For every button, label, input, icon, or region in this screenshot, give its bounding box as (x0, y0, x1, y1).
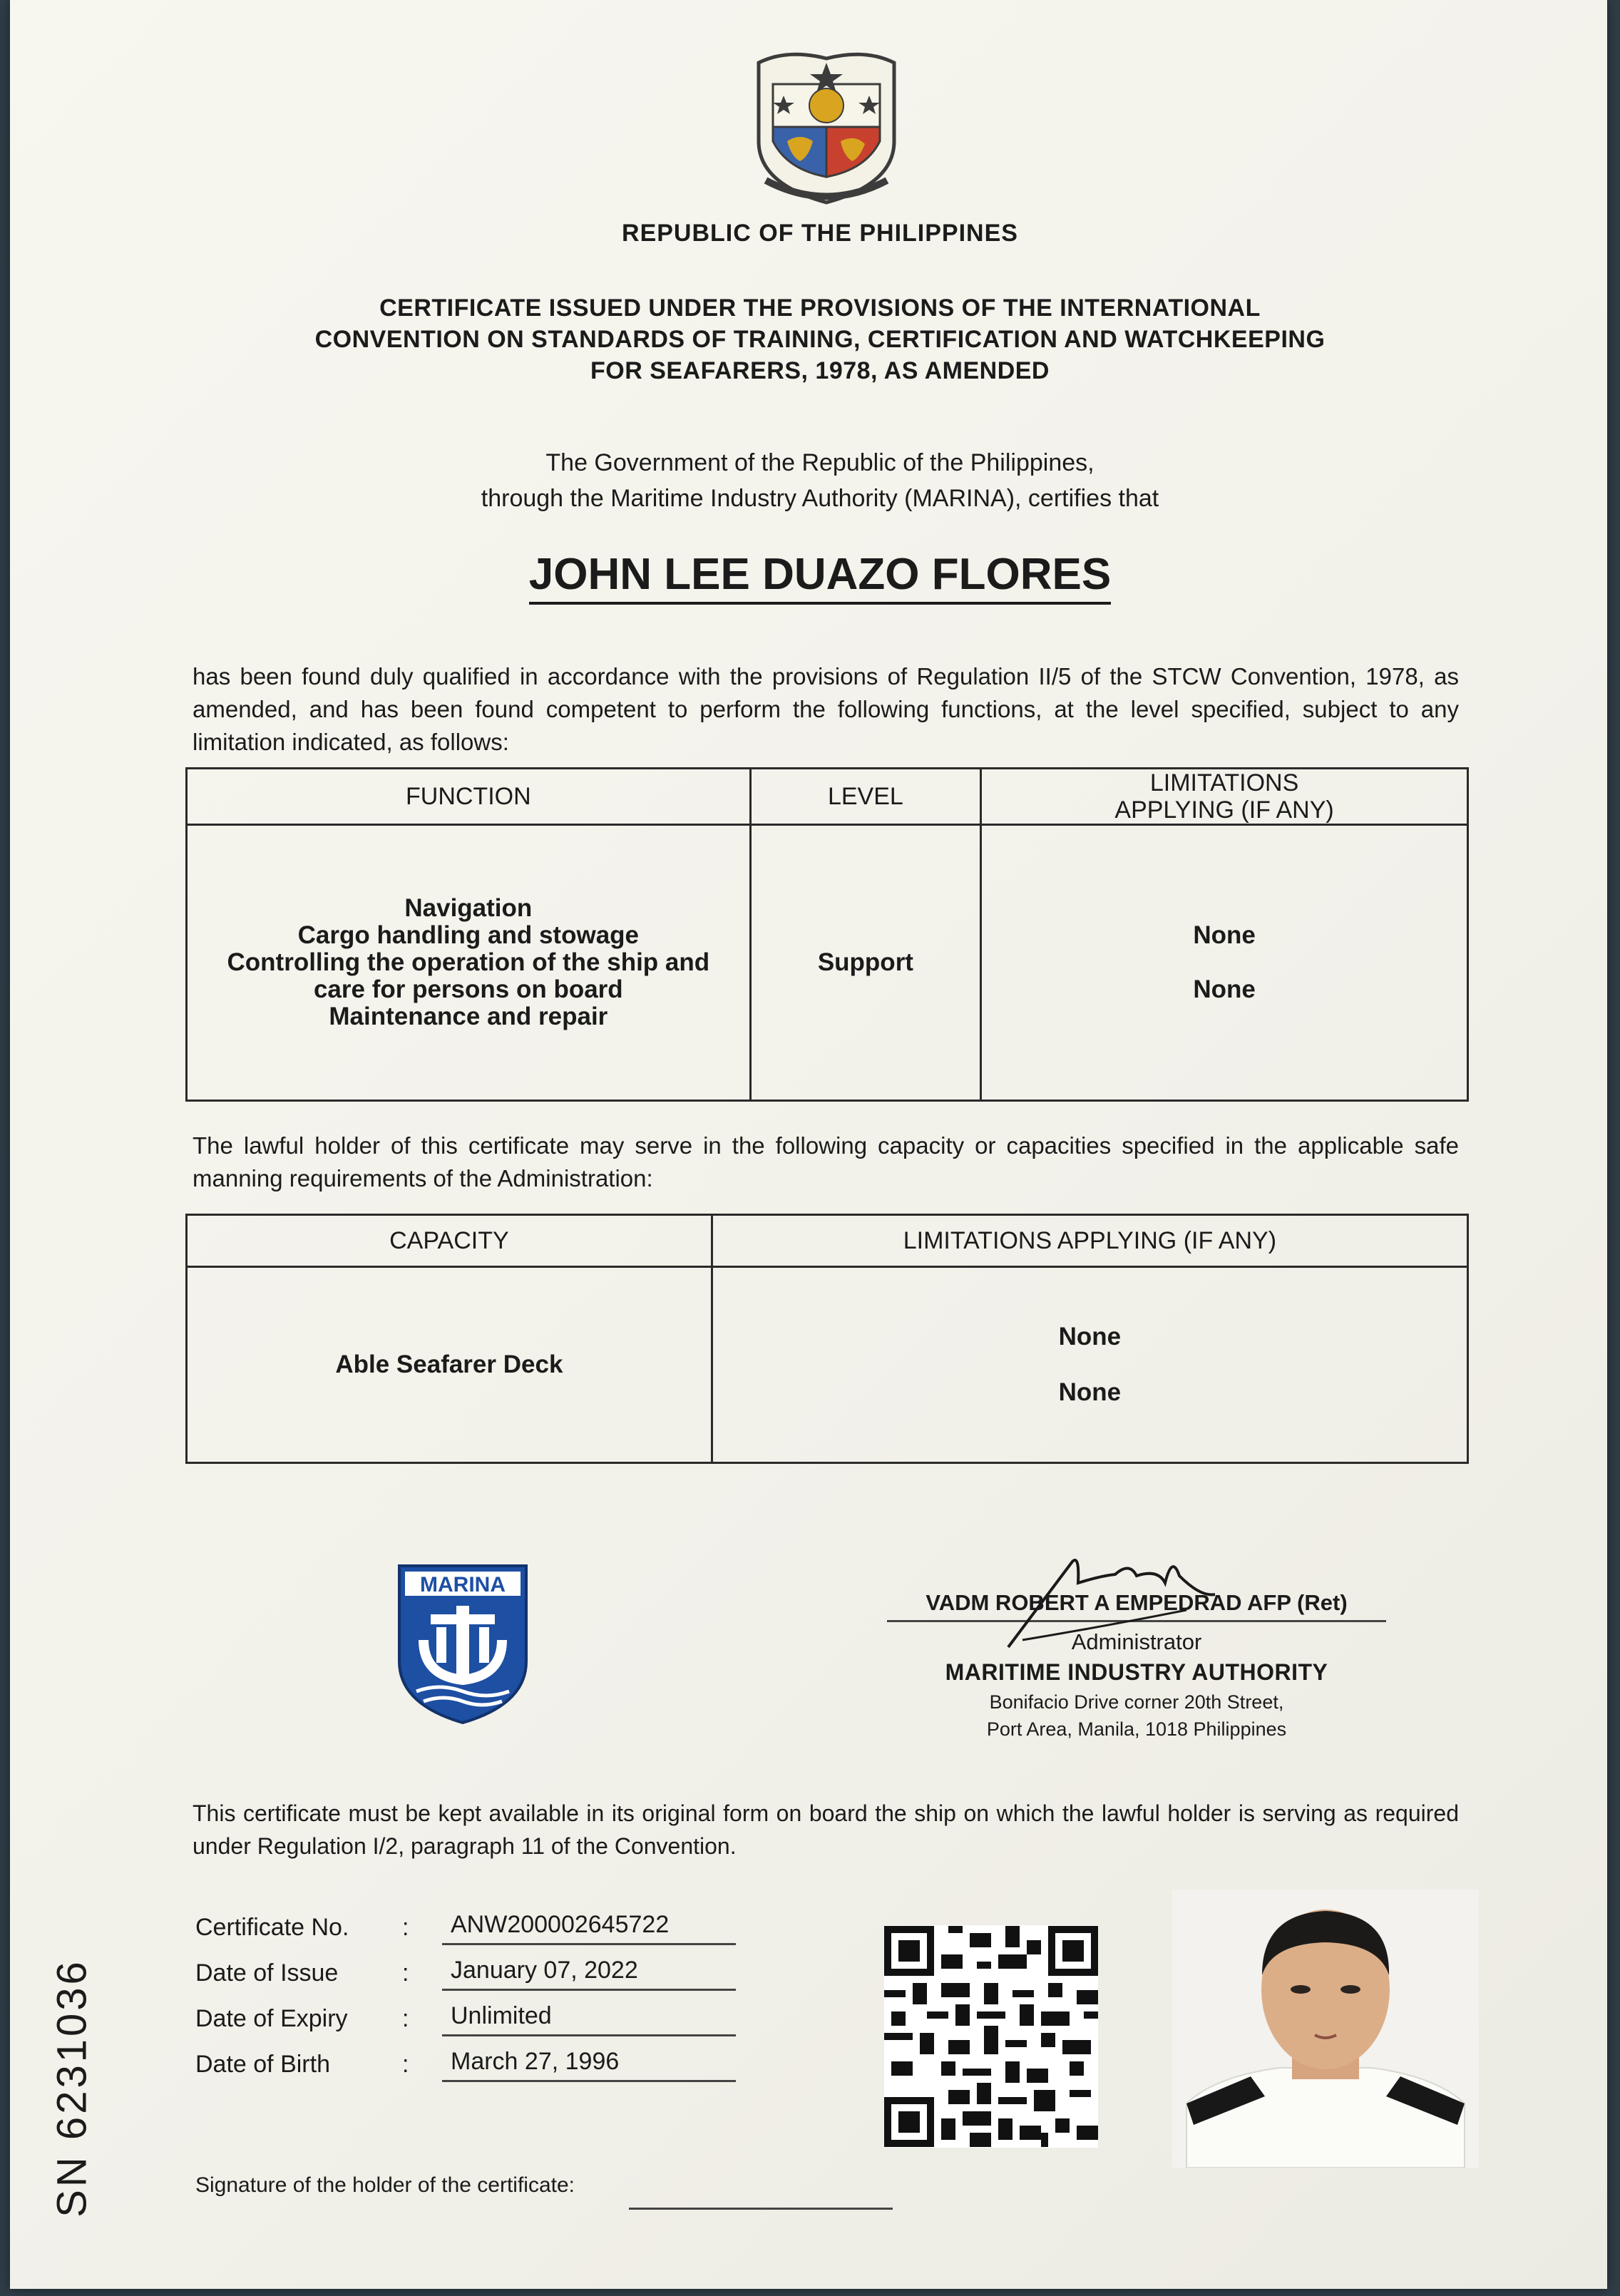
issuing-authority: MARITIME INDUSTRY AUTHORITY (945, 1659, 1328, 1685)
date-of-expiry-row (195, 1997, 737, 2042)
date-of-issue-row (195, 1951, 737, 1997)
holder-signature-label: Signature of the holder of the certificate: (195, 2173, 575, 2197)
authority-address (887, 1688, 1386, 1743)
limitations-header (981, 769, 1468, 825)
date-of-expiry-label: Date of Expiry (195, 2005, 348, 2032)
address-line-2: Port Area, Manila, 1018 Philippines (986, 1718, 1287, 1740)
serial-number-text: SN 6231036 (48, 1959, 96, 2218)
heading-line-2: CONVENTION ON STANDARDS OF TRAINING, CERTIFICATION AND WATCHKEEPING (314, 326, 1326, 353)
functions-table (185, 767, 1469, 1102)
holder-name (10, 549, 1620, 600)
capacity-limitations-cell (712, 1267, 1467, 1463)
issuing-country: REPUBLIC OF THE PHILIPPINES (622, 220, 1018, 247)
level-header: LEVEL (750, 769, 980, 825)
serial-number (47, 1939, 97, 2239)
separator: : (402, 1959, 409, 1987)
qr-code-icon (884, 1925, 1098, 2148)
certificate-number-label: Certificate No. (195, 1914, 349, 1941)
heading-line-1: CERTIFICATE ISSUED UNDER THE PROVISIONS OF THE INTERNATIONAL (379, 294, 1261, 322)
limitation-value: None (1058, 1323, 1122, 1351)
holder-photo (1172, 1890, 1479, 2168)
certificate-number-row (195, 1905, 737, 1951)
certificate-number-value: ANW200002645722 (442, 1911, 736, 1945)
separator: : (402, 1914, 409, 1941)
capacity-header: CAPACITY (187, 1215, 712, 1267)
govt-line-1: The Government of the Republic of the Philippines, (545, 449, 1094, 476)
philippine-coat-of-arms-icon (744, 34, 908, 212)
signature-block (887, 1533, 1386, 1743)
limitations-header-line-1: LIMITATIONS (1149, 769, 1299, 796)
signatory-name: VADM ROBERT A EMPEDRAD AFP (Ret) (887, 1533, 1386, 1622)
qualification-text: has been found duly qualified in accordance with the provisions of Regulation II/5 of the STCW Convention, 1978, as amended, and has been found competent to perform the following functions, at the level specified, subject to any limitation indicated, as follows: (193, 663, 1459, 755)
capacity-table-row (187, 1267, 1468, 1463)
date-of-expiry-value: Unlimited (442, 2002, 736, 2036)
marina-anchor-shield-icon (395, 1562, 530, 1726)
limitation-value: None (1058, 1378, 1122, 1406)
functions-table-header (187, 769, 1468, 825)
function-limitations-cell (981, 825, 1468, 1101)
level-cell: Support (750, 825, 980, 1101)
certificate-heading (224, 292, 1416, 386)
capacity-table (185, 1214, 1469, 1464)
marina-logo-text: MARINA (420, 1573, 506, 1597)
holder-signature-line (629, 2208, 893, 2210)
function-item: Controlling the operation of the ship and (227, 948, 710, 976)
govt-line-2: through the Maritime Industry Authority (MARINA), certifies that (481, 485, 1159, 512)
date-of-issue-value: January 07, 2022 (442, 1957, 736, 1991)
function-header: FUNCTION (187, 769, 751, 825)
keep-onboard-note: This certificate must be kept available in its original form on board the ship on which the lawful holder is serving as required under Regulation I/2, paragraph 11 of the Convention. (193, 1800, 1459, 1859)
certification-statement (10, 445, 1620, 516)
capacity-table-header (187, 1215, 1468, 1267)
signatory-title: Administrator (1071, 1629, 1202, 1654)
limitations-header-line-2: APPLYING (IF ANY) (1114, 796, 1334, 824)
functions-table-row (187, 825, 1468, 1101)
certificate-paper (10, 0, 1607, 2289)
separator: : (402, 2005, 409, 2032)
certificate-details (195, 1905, 737, 2088)
heading-line-3: FOR SEAFARERS, 1978, AS AMENDED (590, 357, 1050, 384)
capacity-text: The lawful holder of this certificate may serve in the following capacity or capacities specified in the applicable safe manning requirements of the Administration: (193, 1132, 1459, 1191)
date-of-issue-label: Date of Issue (195, 1959, 339, 1987)
capacity-cell: Able Seafarer Deck (187, 1267, 712, 1463)
date-of-birth-value: March 27, 1996 (442, 2048, 736, 2082)
function-item: Navigation (404, 894, 533, 922)
date-of-birth-label: Date of Birth (195, 2051, 330, 2078)
address-line-1: Bonifacio Drive corner 20th Street, (989, 1691, 1284, 1713)
limitation-value: None (1193, 921, 1256, 949)
function-item: Maintenance and repair (329, 1003, 608, 1030)
function-item: Cargo handling and stowage (297, 921, 640, 949)
holder-name-text: JOHN LEE DUAZO FLORES (529, 550, 1111, 605)
administrator-signature (994, 1533, 1229, 1654)
limitation-value: None (1193, 975, 1256, 1003)
separator: : (402, 2051, 409, 2078)
date-of-birth-row (195, 2042, 737, 2088)
capacity-limitations-header: LIMITATIONS APPLYING (IF ANY) (712, 1215, 1467, 1267)
functions-cell (187, 825, 751, 1101)
function-item: care for persons on board (313, 975, 623, 1003)
